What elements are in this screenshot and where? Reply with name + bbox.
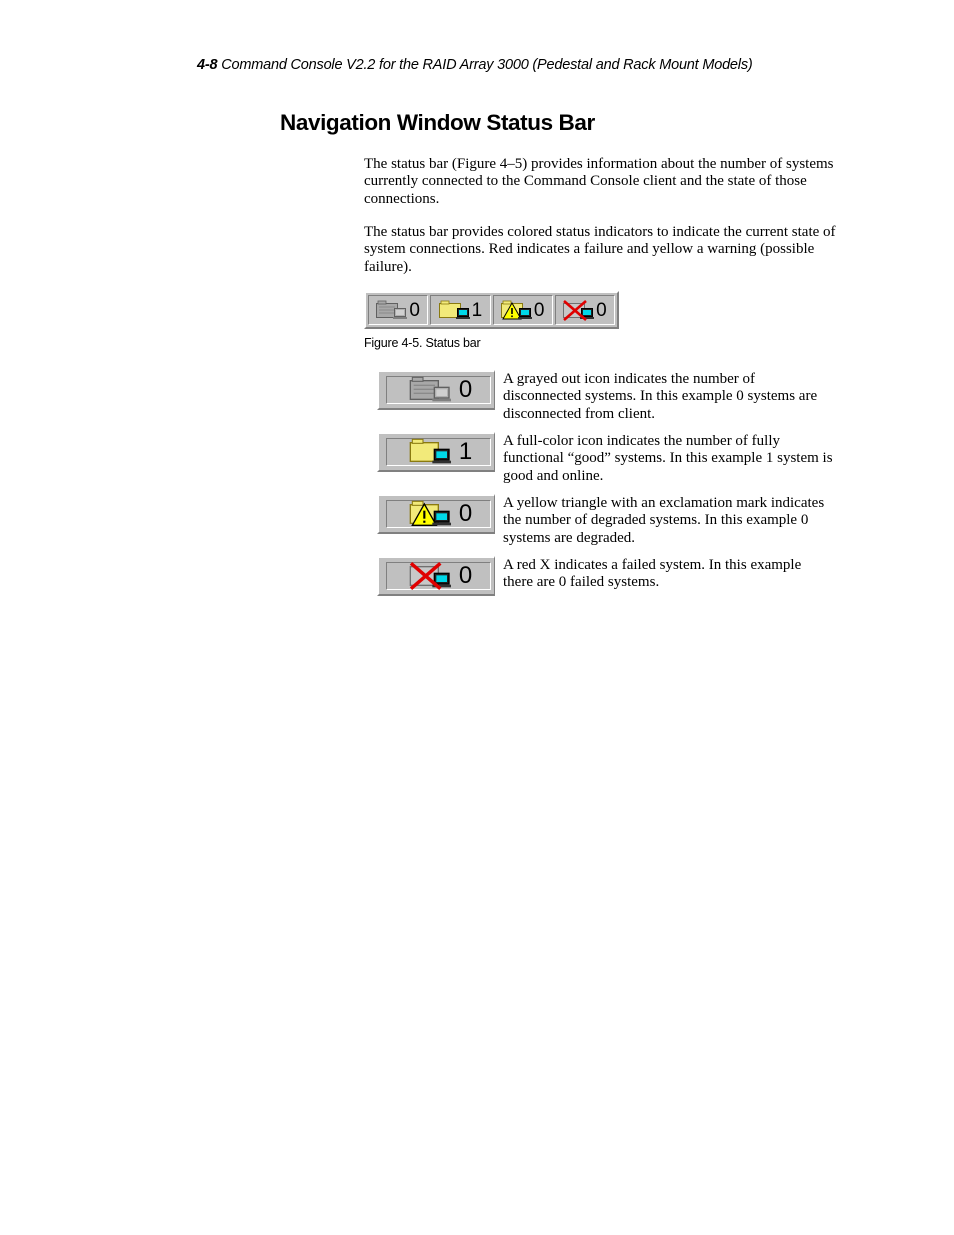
legend-description: A yellow triangle with an exclamation mark indicates the number of degraded systems. In this example 0 systems are degraded. [503, 495, 825, 546]
good-system-icon [405, 438, 457, 466]
degraded-system-icon [501, 300, 533, 321]
running-header [197, 57, 753, 73]
status-pane-disconnected [368, 295, 428, 325]
intro-paragraph: The status bar (Figure 4–5) provides information about the number of systems currently connected to the Command Console client and the state of those connections. [364, 156, 834, 207]
figure-caption: Figure 4-5. Status bar [364, 336, 481, 350]
failed-system-icon [563, 300, 595, 321]
good-system-icon [439, 300, 471, 321]
disconnected-system-icon [376, 300, 408, 321]
failed-system-icon [405, 562, 457, 590]
degraded-system-icon [405, 500, 457, 528]
legend-count: 0 [458, 376, 473, 403]
degraded-count: 0 [533, 299, 545, 321]
status-bar-figure [364, 291, 619, 329]
status-indicators-paragraph: The status bar provides colored status indicators to indicate the current state of system connections. Red indicates a failure and yellow a warning (possible failure). [364, 224, 836, 275]
legend-swatch [377, 432, 495, 472]
section-title: Navigation Window Status Bar [280, 110, 595, 135]
legend-count: 1 [458, 438, 473, 465]
legend-description: A grayed out icon indicates the number of disconnected systems. In this example 0 systems are disconnected from client. [503, 371, 818, 422]
status-pane-failed [555, 295, 615, 325]
status-pane-degraded [493, 295, 553, 325]
legend-count: 0 [458, 562, 473, 589]
legend-row-failed [377, 556, 863, 616]
running-title: Command Console V2.2 for the RAID Array 3000 (Pedestal and Rack Mount Models) [221, 57, 753, 73]
legend-description: A full-color icon indicates the number of fully functional “good” systems. In this example 1 system is good and online. [503, 433, 833, 484]
good-count: 1 [471, 299, 483, 321]
disconnected-system-icon [405, 376, 457, 404]
legend-count: 0 [458, 500, 473, 527]
disconnected-count: 0 [409, 299, 420, 321]
legend-swatch [377, 556, 495, 596]
page-number: 4-8 [197, 57, 218, 73]
legend-swatch [377, 494, 495, 534]
failed-count: 0 [596, 299, 607, 321]
status-pane-good [430, 295, 490, 325]
legend-row-disconnected [377, 370, 863, 430]
legend-row-degraded [377, 494, 863, 554]
legend-swatch [377, 370, 495, 410]
legend-description: A red X indicates a failed system. In this example there are 0 failed systems. [503, 557, 802, 591]
legend-row-good [377, 432, 863, 492]
